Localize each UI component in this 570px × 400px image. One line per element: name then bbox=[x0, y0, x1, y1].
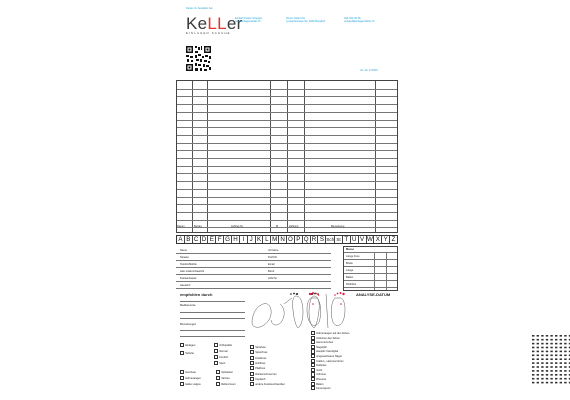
dot-grid-cell bbox=[546, 382, 548, 384]
ledger-row-line bbox=[177, 173, 397, 174]
dot-grid-cell bbox=[546, 343, 548, 345]
dot-grid-cell bbox=[546, 335, 548, 337]
header-payment: Zahlung bbox=[289, 225, 299, 228]
ledger-row-line bbox=[177, 220, 397, 221]
brand-logo-subtitle: EINLAGEN SCHUHE bbox=[186, 31, 231, 35]
foot-condition-item[interactable]: Spreizfuss bbox=[250, 350, 267, 354]
ledger-row-line bbox=[177, 181, 397, 182]
dot-grid-cell bbox=[550, 358, 552, 360]
dot-grid-cell bbox=[560, 382, 562, 384]
dot-grid-cell bbox=[550, 370, 552, 372]
dot-grid-cell bbox=[555, 374, 557, 376]
label-medication: Medikamente bbox=[180, 304, 196, 307]
dot-grid-cell bbox=[560, 358, 562, 360]
dot-grid-cell bbox=[550, 343, 552, 345]
dot-grid-cell bbox=[537, 335, 539, 337]
complaint-item[interactable]: Hautpilz interdigital bbox=[311, 349, 338, 353]
dot-grid-cell bbox=[541, 339, 543, 341]
label-insurance: Krankenkasse bbox=[180, 277, 197, 280]
ledger-row-line bbox=[177, 143, 397, 144]
dot-grid-cell bbox=[532, 370, 534, 372]
history-calluses[interactable]: Schwielen bbox=[216, 370, 233, 374]
dot-grid-cell bbox=[564, 370, 566, 372]
dot-grid-cell bbox=[564, 358, 566, 360]
alphabet-letter[interactable]: V bbox=[359, 236, 367, 243]
dot-grid-cell bbox=[546, 362, 548, 364]
label-profession: Beruf bbox=[268, 270, 275, 273]
ledger-row-line bbox=[177, 166, 397, 167]
complaint-item[interactable]: Ballen bbox=[311, 382, 323, 386]
ledger-header-row bbox=[176, 225, 398, 231]
dot-grid-cell bbox=[546, 355, 548, 357]
alphabet-index bbox=[176, 235, 398, 244]
alphabet-letter[interactable]: T bbox=[343, 236, 351, 243]
contact-phone-line1: 034 422 06 06 bbox=[344, 17, 361, 20]
alphabet-letter[interactable]: F bbox=[216, 236, 224, 243]
alphabet-letter[interactable]: O bbox=[287, 236, 295, 243]
contact-web-line2: www.einlagenkeller.ch bbox=[235, 20, 261, 23]
dot-grid-cell bbox=[560, 378, 562, 380]
option-orthopaedic[interactable]: Orthopädie bbox=[214, 343, 232, 347]
alphabet-letter[interactable]: Q bbox=[303, 236, 311, 243]
condition-inserts[interactable]: Einlagen bbox=[180, 343, 195, 347]
alphabet-letter[interactable]: P bbox=[295, 236, 303, 243]
alphabet-letter[interactable]: M bbox=[272, 236, 278, 243]
sole-prints-diagram bbox=[301, 290, 353, 330]
alphabet-letter[interactable]: H bbox=[232, 236, 240, 243]
dot-grid-cell bbox=[546, 358, 548, 360]
dot-grid-cell bbox=[550, 382, 552, 384]
complaint-item[interactable]: Arthrose bbox=[311, 372, 326, 376]
dot-grid-cell bbox=[532, 366, 534, 368]
alphabet-letter[interactable]: G bbox=[224, 236, 232, 243]
dot-grid-cell bbox=[560, 343, 562, 345]
dot-grid-cell bbox=[541, 362, 543, 364]
dot-grid-cell bbox=[546, 366, 548, 368]
brand-logo: KeLLer bbox=[186, 14, 243, 33]
header-order-no: Auftrag Nr. bbox=[231, 225, 244, 228]
complaint-item[interactable]: Rheuma bbox=[311, 377, 326, 381]
dot-grid-cell bbox=[532, 351, 534, 353]
dot-grid-cell bbox=[555, 355, 557, 357]
contact-address-line2: Lyssachstrasse 82, 3400 Burgdorf bbox=[286, 20, 326, 23]
dot-grid-cell bbox=[541, 343, 543, 345]
contact-phone-line2: verkauf@einlagenkeller.ch bbox=[344, 20, 375, 23]
measure-row: Länge Fuss bbox=[346, 255, 360, 258]
dot-grid-cell bbox=[564, 347, 566, 349]
header-date: Datum bbox=[177, 225, 185, 228]
dot-grid-cell bbox=[560, 335, 562, 337]
foot-condition-item[interactable]: Kopfweh bbox=[250, 377, 265, 381]
alphabet-letter[interactable]: C bbox=[193, 236, 201, 243]
complaint-item[interactable]: zwischen den Zehen bbox=[311, 336, 340, 340]
dot-grid-cell bbox=[564, 351, 566, 353]
header-remark: Bemerkung bbox=[331, 225, 345, 228]
dot-grid-cell bbox=[555, 351, 557, 353]
ledger-row-line bbox=[177, 89, 397, 90]
ledger-row-line bbox=[177, 104, 397, 105]
dot-grid-cell bbox=[546, 339, 548, 341]
ledger-row-line bbox=[177, 158, 397, 159]
complaint-item[interactable]: eingewachsene Nägel bbox=[311, 354, 342, 358]
alphabet-letter[interactable]: Z bbox=[391, 236, 396, 243]
complaint-item[interactable]: Hühneraugen auf den Zehen bbox=[311, 331, 349, 335]
history-varicose[interactable]: Varizen bbox=[216, 376, 230, 380]
dot-grid-cell bbox=[560, 374, 562, 376]
dot-grid-cell bbox=[564, 366, 566, 368]
dot-grid-cell bbox=[560, 347, 562, 349]
dot-grid-cell bbox=[550, 339, 552, 341]
label-email: Email bbox=[268, 263, 275, 266]
label-name: Name bbox=[180, 249, 187, 252]
dot-grid-cell bbox=[541, 370, 543, 372]
dot-grid-cell bbox=[537, 339, 539, 341]
option-sport[interactable]: Sport bbox=[214, 361, 225, 365]
complaint-item[interactable]: Diabetes bbox=[311, 363, 326, 367]
label-doctor: Hausarzt bbox=[180, 284, 191, 287]
ledger-row-line bbox=[177, 204, 397, 205]
dot-grid-cell bbox=[541, 335, 543, 337]
alphabet-letter[interactable]: N bbox=[279, 236, 287, 243]
foot-condition-item[interactable]: Rückenschmerzen bbox=[250, 372, 277, 376]
dot-grid-cell bbox=[537, 378, 539, 380]
alphabet-letter[interactable]: R bbox=[311, 236, 319, 243]
ledger-row-line bbox=[177, 112, 397, 113]
dot-grid-cell bbox=[541, 347, 543, 349]
alphabet-letter[interactable]: E bbox=[208, 236, 216, 243]
dot-grid-cell bbox=[537, 355, 539, 357]
dot-grid-cell bbox=[532, 362, 534, 364]
dot-grid-cell bbox=[555, 347, 557, 349]
foot-condition-item[interactable]: andere Fussbeschwerden bbox=[250, 382, 285, 386]
alphabet-letter[interactable]: L bbox=[263, 236, 271, 243]
label-zip-city: PLZ/Ort bbox=[268, 256, 278, 259]
ledger-row-line bbox=[177, 96, 397, 97]
ledger-row-line bbox=[177, 135, 397, 136]
dot-grid-cell bbox=[560, 366, 562, 368]
dot-grid-cell bbox=[541, 358, 543, 360]
label-ahv: AHV-Nr. bbox=[268, 277, 278, 280]
dot-grid-cell bbox=[537, 374, 539, 376]
card-header bbox=[174, 0, 400, 80]
dot-grid-cell bbox=[555, 339, 557, 341]
article-number: Art.-Nr. 217000 bbox=[360, 69, 378, 72]
ledger-row-line bbox=[177, 212, 397, 213]
dot-grid-cell bbox=[564, 374, 566, 376]
label-firstname: Vorname bbox=[268, 249, 279, 252]
history-reflex[interactable]: Reflexzonen bbox=[216, 382, 236, 386]
dot-grid-cell bbox=[560, 362, 562, 364]
complaint-item[interactable]: Nagelpilz bbox=[311, 345, 327, 349]
contact-column-phone bbox=[344, 17, 374, 23]
dot-grid-cell bbox=[541, 355, 543, 357]
dot-grid-cell bbox=[532, 382, 534, 384]
order-note: Karten zu bestellen bei: bbox=[186, 7, 214, 10]
dot-grid-cell bbox=[555, 378, 557, 380]
dot-grid-cell bbox=[564, 339, 566, 341]
foot-condition-item[interactable]: Knickfuss bbox=[250, 356, 266, 360]
dot-grid-cell bbox=[564, 343, 566, 345]
dot-grid-cell bbox=[532, 343, 534, 345]
ledger-row-line bbox=[177, 120, 397, 121]
dot-grid-cell bbox=[541, 351, 543, 353]
dot-grid-cell bbox=[555, 362, 557, 364]
alphabet-letter[interactable]: X bbox=[374, 236, 382, 243]
analysis-dot-grid bbox=[530, 333, 570, 385]
alphabet-letter[interactable]: I bbox=[240, 236, 248, 243]
complaint-item[interactable]: Fersensporn bbox=[311, 386, 331, 390]
dot-grid-cell bbox=[537, 370, 539, 372]
customer-details bbox=[176, 246, 398, 292]
contact-column-address bbox=[286, 17, 325, 23]
dot-grid-cell bbox=[560, 355, 562, 357]
measure-row: Risthöhe bbox=[346, 283, 357, 286]
qr-code-icon bbox=[185, 45, 212, 72]
contact-column-web bbox=[235, 17, 262, 23]
dot-grid-cell bbox=[541, 366, 543, 368]
dot-grid-cell bbox=[537, 362, 539, 364]
alphabet-letter[interactable]: A bbox=[177, 236, 185, 243]
measure-row: Länge bbox=[346, 269, 354, 272]
contact-web-line1: Einfach bester shoppen bbox=[235, 17, 263, 20]
complaint-item[interactable]: Krallen-, Hammerzehen bbox=[311, 359, 344, 363]
foot-condition-item[interactable]: Senkfuss bbox=[250, 345, 266, 349]
label-phone: Telefon/Mobile bbox=[180, 263, 197, 266]
dot-grid-cell bbox=[560, 339, 562, 341]
dot-grid-cell bbox=[537, 366, 539, 368]
dot-grid-cell bbox=[546, 378, 548, 380]
label-birthdate: Geb.-Datum/Gewicht bbox=[180, 270, 205, 273]
dot-grid-cell bbox=[564, 382, 566, 384]
alphabet-letter[interactable]: J bbox=[248, 236, 256, 243]
dot-grid-cell bbox=[532, 378, 534, 380]
dot-grid-cell bbox=[550, 378, 552, 380]
dot-grid-cell bbox=[564, 335, 566, 337]
measure-row: Breite bbox=[346, 262, 353, 265]
dot-grid-cell bbox=[550, 374, 552, 376]
measure-title: Masse bbox=[346, 248, 354, 251]
dot-grid-cell bbox=[537, 382, 539, 384]
foot-condition-item[interactable]: Plattfuss bbox=[250, 366, 265, 370]
complaint-item[interactable]: Hammerzehen bbox=[311, 340, 333, 344]
dot-grid-cell bbox=[546, 374, 548, 376]
dot-grid-cell bbox=[532, 374, 534, 376]
order-card bbox=[174, 0, 400, 400]
dot-grid-cell bbox=[541, 374, 543, 376]
option-normal[interactable]: Normal bbox=[214, 349, 228, 353]
dot-grid-cell bbox=[546, 351, 548, 353]
label-street: Strasse bbox=[180, 256, 189, 259]
dot-grid-cell bbox=[550, 355, 552, 357]
dot-grid-cell bbox=[532, 358, 534, 360]
dot-grid-cell bbox=[546, 347, 548, 349]
alphabet-letter[interactable]: St bbox=[335, 236, 343, 243]
alphabet-letter[interactable]: K bbox=[256, 236, 264, 243]
label-notes: Bemerkungen bbox=[180, 323, 197, 326]
option-comfort[interactable]: Komfort bbox=[214, 355, 228, 359]
dot-grid-cell bbox=[555, 370, 557, 372]
complaint-item[interactable]: Gicht bbox=[311, 368, 322, 372]
history-corns[interactable]: Hühneraugen bbox=[180, 376, 201, 380]
recommended-by: empfohlen durch bbox=[180, 292, 213, 297]
dot-grid-cell bbox=[550, 347, 552, 349]
dot-grid-cell bbox=[532, 339, 534, 341]
ledger-row-line bbox=[177, 127, 397, 128]
alphabet-letter[interactable]: D bbox=[201, 236, 209, 243]
dot-grid-cell bbox=[550, 351, 552, 353]
dot-grid-cell bbox=[532, 355, 534, 357]
dot-grid-cell bbox=[555, 343, 557, 345]
dot-grid-cell bbox=[564, 355, 566, 357]
dot-grid-cell bbox=[541, 378, 543, 380]
history-hornhaut[interactable]: Hornhaut bbox=[180, 370, 196, 374]
dot-grid-cell bbox=[546, 370, 548, 372]
alphabet-letter[interactable]: B bbox=[185, 236, 193, 243]
condition-shoes[interactable]: Schuhe bbox=[180, 351, 194, 355]
header-amount: Betrag bbox=[194, 225, 202, 228]
ledger-row-line bbox=[177, 150, 397, 151]
dot-grid-cell bbox=[537, 347, 539, 349]
alphabet-letter[interactable]: U bbox=[351, 236, 359, 243]
dot-grid-cell bbox=[532, 347, 534, 349]
dot-grid-cell bbox=[564, 378, 566, 380]
measurement-box bbox=[343, 246, 398, 291]
analysis-date: ANALYSE-DATUM bbox=[356, 292, 391, 297]
dot-grid-cell bbox=[550, 335, 552, 337]
dot-grid-cell bbox=[537, 358, 539, 360]
alphabet-letter[interactable]: W bbox=[367, 236, 373, 243]
ledger-row-line bbox=[177, 197, 397, 198]
ledger-table bbox=[176, 80, 398, 233]
dot-grid-cell bbox=[560, 351, 562, 353]
dot-grid-cell bbox=[555, 335, 557, 337]
dot-grid-cell bbox=[537, 351, 539, 353]
dot-grid-cell bbox=[550, 366, 552, 368]
dot-grid-cell bbox=[550, 362, 552, 364]
alphabet-letter[interactable]: Sch bbox=[326, 237, 335, 242]
alphabet-letter[interactable]: Y bbox=[382, 236, 390, 243]
dot-grid-cell bbox=[537, 343, 539, 345]
measure-row: Ballen bbox=[346, 276, 354, 279]
dot-grid-cell bbox=[532, 335, 534, 337]
alphabet-letter[interactable]: S bbox=[318, 236, 326, 243]
foot-condition-item[interactable]: Hohlfuss bbox=[250, 361, 265, 365]
dot-grid-cell bbox=[555, 366, 557, 368]
dot-grid-cell bbox=[564, 362, 566, 364]
dot-grid-cell bbox=[541, 382, 543, 384]
header-diameter: Ø bbox=[276, 225, 279, 228]
dot-grid-cell bbox=[560, 370, 562, 372]
dot-grid-cell bbox=[555, 358, 557, 360]
ledger-row-line bbox=[177, 189, 397, 190]
history-hallux[interactable]: Hallux valgus bbox=[180, 382, 201, 386]
contact-address-line1: Simon Keller AG bbox=[286, 17, 306, 20]
dot-grid-cell bbox=[555, 382, 557, 384]
